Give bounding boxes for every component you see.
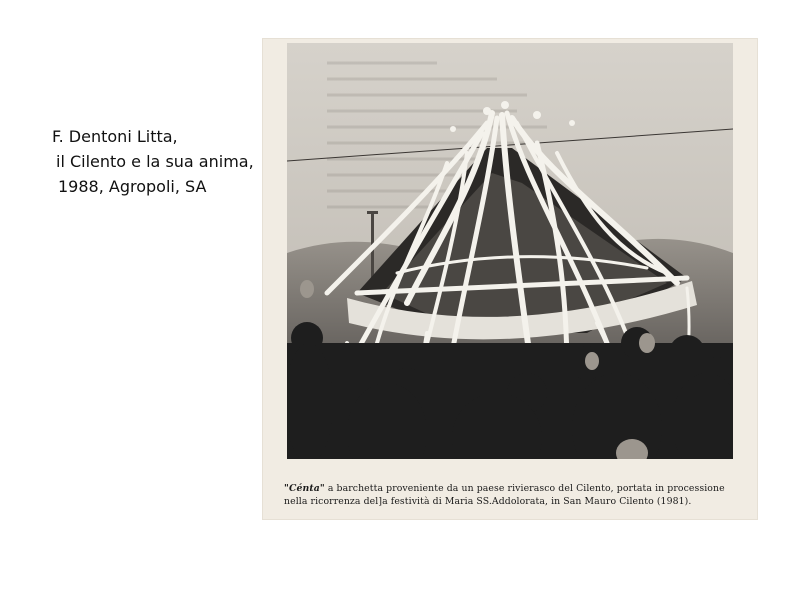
citation-text xyxy=(52,124,254,199)
citation-author: F. Dentoni Litta, xyxy=(52,127,178,146)
procession-photo xyxy=(287,43,733,459)
citation-year-place: 1988, Agropoli, SA xyxy=(58,177,207,196)
caption-line-1 xyxy=(284,483,744,496)
photo-caption xyxy=(284,483,744,508)
citation-book-title: il Cilento e la sua anima, xyxy=(56,152,254,171)
caption-title: "Cénta" xyxy=(284,483,325,494)
caption-line-2: nella ricorrenza del]a festività di Maria SS.Addolorata, in San Mauro Cilento (1981). xyxy=(284,495,692,507)
scanned-book-page xyxy=(262,38,758,520)
caption-line-1-text: a barchetta proveniente da un paese rivierasco del Cilento, portata in processione xyxy=(324,483,725,494)
